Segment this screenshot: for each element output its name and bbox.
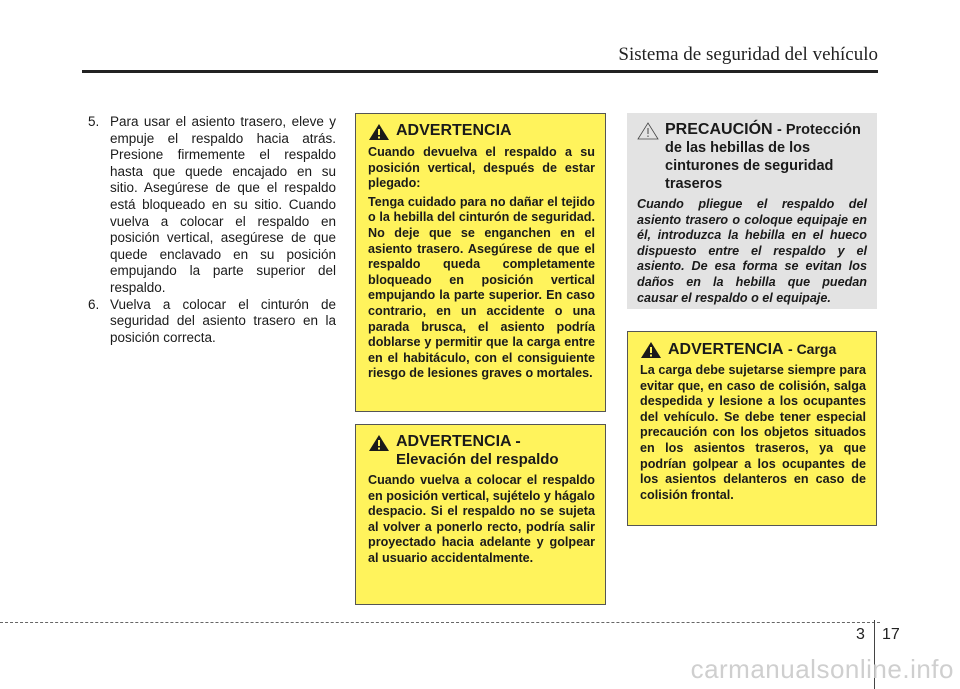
- warning-box-seatback: [355, 113, 606, 412]
- warning-box-cargo: [627, 331, 877, 526]
- caution-triangle-icon: [637, 122, 659, 140]
- warning-subtitle: Elevación del respaldo: [396, 451, 559, 468]
- warning-box-raising: [355, 424, 606, 605]
- warning-heading: [368, 122, 595, 141]
- page-number: 17: [882, 626, 900, 643]
- warning-title: ADVERTENCIA -: [396, 433, 521, 450]
- caution-heading: [637, 121, 867, 193]
- warning-title: ADVERTENCIA: [668, 341, 784, 358]
- instructions-column: [88, 114, 336, 346]
- warning-heading: [368, 433, 595, 469]
- warning-body: La carga debe sujetarse siempre para evitar que, en caso de colisión, salga despedida y lesione a los ocupantes del vehículo. Se debe tener especial precaución con los objetos situados en los asientos traseros, ya que podrían golpear a los ocupantes de los asientos delanteros en caso de colisión frontal.: [640, 363, 866, 502]
- list-item: [88, 297, 336, 347]
- warning-body: Cuando vuelva a colocar el respaldo en posición vertical, sujételo y hágalo despacio. Si el respaldo no se sujeta al volver a ponerlo recto, podría salir proyectado hacia adelante y golpear al usuario accidentalmente.: [368, 473, 595, 565]
- caution-box-buckles: [627, 113, 877, 309]
- warning-triangle-icon: [368, 123, 390, 141]
- warning-triangle-icon: [640, 341, 662, 359]
- warning-triangle-icon: [368, 434, 390, 452]
- header-rule: [82, 70, 878, 73]
- warning-title: ADVERTENCIA: [396, 122, 512, 139]
- warning-heading: [640, 340, 866, 359]
- chapter-number: 3: [856, 626, 865, 643]
- caution-subtitle: - Protección de las hebillas de los cinturones de seguridad traseros: [665, 122, 861, 192]
- item-text: Para usar el asiento trasero, eleve y empuje el respaldo hacia atrás. Presione firmemente el respaldo hasta que quede encajado en su sitio. Asegúrese de que el respaldo está bloqueado en su sitio. Cuando vuelva a colocar el respaldo en posición vertical, asegúrese de que quede enclavado en su posición empujando la parte superior del respaldo.: [110, 114, 336, 295]
- warning-paragraph: Tenga cuidado para no dañar el tejido o la hebilla del cinturón de seguridad. No deje que se enganchen en el asiento trasero. Asegúrese de que el respaldo queda completamente bloqueado en posición vertical empujando la parte superior. En caso contrario, en un accidente o una parada brusca, el asiento podría doblarse y permitir que la carga entre en el habitáculo, con el consiguiente riesgo de lesiones graves o mortales.: [368, 194, 595, 381]
- footer-rule: [0, 622, 880, 623]
- caution-title: PRECAUCIÓN: [665, 121, 773, 138]
- warning-body: [368, 145, 595, 382]
- header-title: Sistema de seguridad del vehículo: [618, 44, 878, 65]
- watermark: carmanualsonline.info: [690, 654, 954, 684]
- item-number: 6.: [88, 296, 100, 312]
- caution-body: Cuando pliegue el respaldo del asiento trasero o coloque equipaje en él, introduzca la hebilla en el hueco dispuesto entre el respaldo y el asiento. De esa forma se evitan los daños en la hebilla que puedan causar el respaldo o el equipaje.: [637, 197, 867, 305]
- list-item: [88, 114, 336, 297]
- item-number: 5.: [88, 114, 100, 129]
- warning-paragraph: Cuando devuelva el respaldo a su posición vertical, después de estar plegado:: [368, 145, 595, 191]
- item-text: Vuelva a colocar el cinturón de seguridad del asiento trasero en la posición correcta.: [110, 296, 336, 345]
- warning-subtitle: - Carga: [788, 341, 837, 357]
